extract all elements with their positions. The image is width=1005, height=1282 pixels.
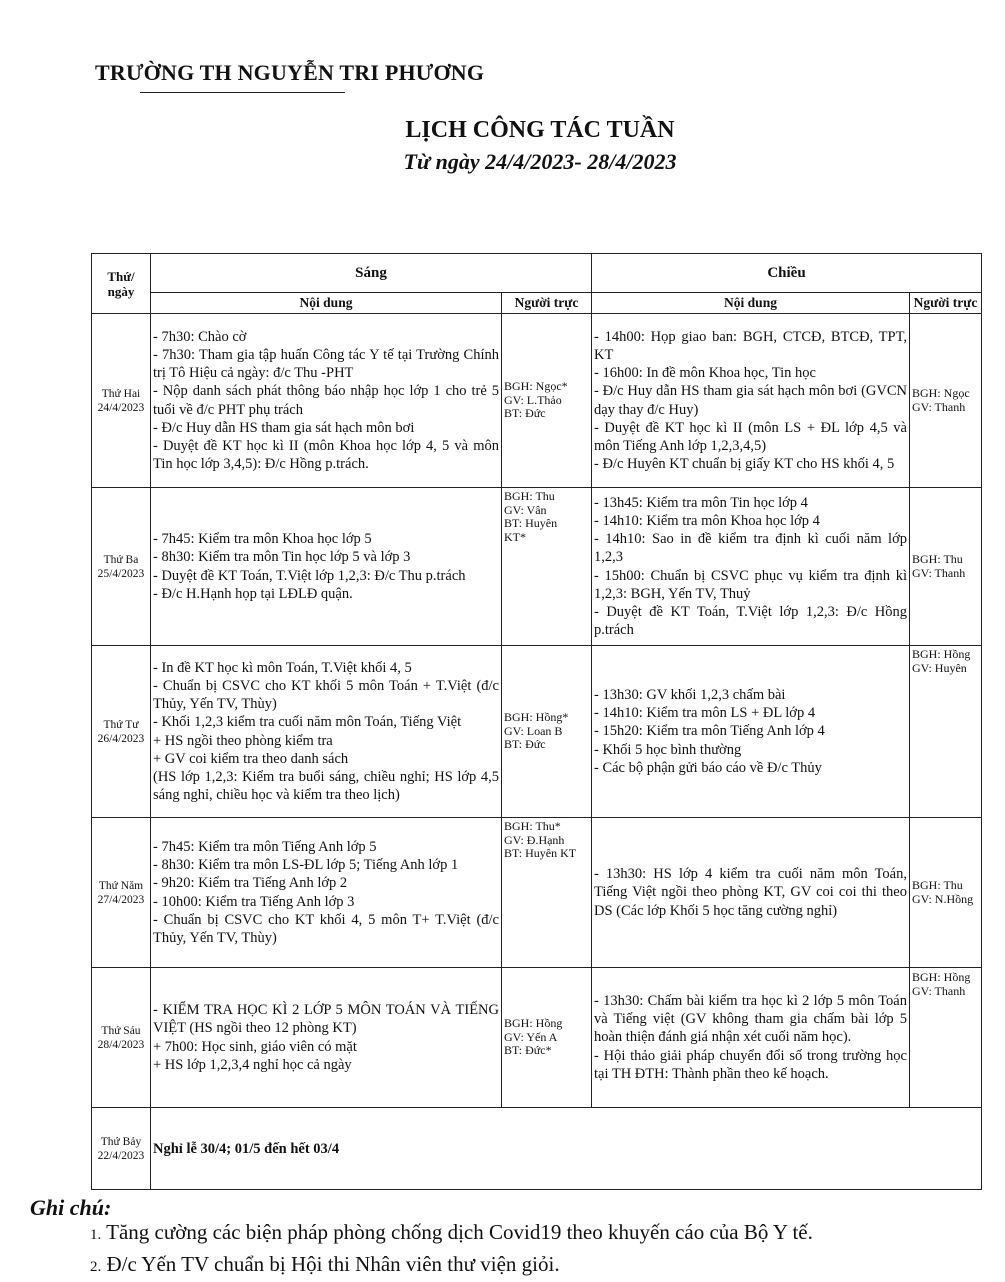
list-item: - 14h10: Kiểm tra môn LS + ĐL lớp 4 bbox=[594, 705, 816, 722]
list-item: (HS lớp 1,2,3: Kiểm tra buổi sáng, chiều nghỉ; HS lớp 4,5 sáng nghỉ, chiều học và kiểm tra theo lịch) bbox=[153, 768, 499, 804]
list-item: + 7h00: Học sinh, giáo viên có mặt bbox=[153, 1038, 357, 1055]
notes-title: Ghi chú: bbox=[30, 1195, 112, 1220]
note-item bbox=[90, 1218, 813, 1250]
morning-content bbox=[151, 488, 502, 646]
day-name: Thứ Ba bbox=[103, 553, 139, 566]
header-morning: Sáng bbox=[151, 254, 592, 293]
day-date: 28/4/2023 bbox=[97, 1038, 145, 1051]
list-item: - 7h45: Kiểm tra môn Khoa học lớp 5 bbox=[153, 531, 372, 548]
list-item: - Nộp danh sách phát thông báo nhập học lớp 1 cho trẻ 5 tuổi về đ/c PHT phụ trách bbox=[153, 383, 499, 418]
list-item: - 13h30: HS lớp 4 kiểm tra cuối năm môn Toán, Tiếng Việt ngồi theo phòng KT, GV coi coi thi theo DS (Các lớp Khối 5 học tăng cường nghỉ) bbox=[594, 866, 907, 919]
table-row bbox=[92, 1108, 982, 1190]
list-item: - 13h30: Chấm bài kiểm tra học kì 2 lớp 5 môn Toán và Tiếng việt (GV không tham gia chấm bài lớp 5 hoàn thiện đánh giá nhận xét cuối năm học). bbox=[594, 992, 907, 1046]
duty-person: GV: Loan B bbox=[504, 723, 563, 738]
note-number: 1. bbox=[90, 1227, 102, 1243]
duty-person: BGH: Ngọc* bbox=[504, 379, 568, 394]
duty-person: BGH: Hồng* bbox=[504, 710, 569, 725]
list-item: - 7h30: Chào cờ bbox=[153, 328, 247, 345]
duty-person: GV: N.Hồng bbox=[912, 891, 974, 906]
header-afternoon-content: Nội dung bbox=[592, 293, 910, 314]
list-item: - 13h30: GV khối 1,2,3 chấm bài bbox=[594, 686, 786, 703]
date-range: Từ ngày 24/4/2023- 28/4/2023 bbox=[403, 149, 677, 174]
list-item: - Duyệt đề KT học kì II (môn LS + ĐL lớp 4,5 và môn Tiếng Anh lớp 1,2,3,4,5) bbox=[594, 419, 907, 454]
day-name: Thứ Tư bbox=[103, 718, 139, 731]
list-item: - Chuẩn bị CSVC cho KT khối 4, 5 môn T+ T.Việt (đ/c Thủy, Yến TV, Thùy) bbox=[153, 911, 499, 946]
day-cell bbox=[92, 646, 151, 818]
list-item: - Khối 5 học bình thường bbox=[594, 741, 742, 758]
list-item: - In đề KT học kì môn Toán, T.Việt khối 4, 5 bbox=[153, 659, 412, 676]
list-item: - KIỂM TRA HỌC KÌ 2 LỚP 5 MÔN TOÁN VÀ TIẾNG VIỆT (HS ngồi theo 12 phòng KT) bbox=[153, 1002, 499, 1037]
duty-person: BGH: Thu bbox=[912, 552, 963, 566]
duty-person: GV: Thanh bbox=[912, 565, 966, 580]
morning-duty bbox=[502, 968, 592, 1108]
header-afternoon: Chiều bbox=[592, 254, 982, 293]
day-name: Thứ Hai bbox=[101, 387, 141, 400]
afternoon-duty bbox=[910, 314, 982, 488]
header-day: Thứ/ ngày bbox=[92, 254, 151, 314]
day-cell bbox=[92, 1108, 151, 1190]
duty-person: BGH: Thu* bbox=[504, 819, 561, 833]
duty-person: BGH: Thu bbox=[912, 878, 963, 892]
note-item bbox=[90, 1250, 813, 1282]
note-text: Tăng cường các biện pháp phòng chống dịch Covid19 theo khuyến cáo của Bộ Y tế. bbox=[106, 1220, 813, 1244]
table-row bbox=[92, 488, 982, 646]
list-item: - Đ/c Huyên KT chuẩn bị giấy KT cho HS khối 4, 5 bbox=[594, 456, 895, 473]
day-cell bbox=[92, 488, 151, 646]
list-item: + HS lớp 1,2,3,4 nghỉ học cả ngày bbox=[153, 1056, 352, 1073]
duty-person: BGH: Thu bbox=[504, 489, 555, 503]
list-item: - 14h10: Sao in đề kiểm tra định kì cuối năm lớp 1,2,3 bbox=[594, 531, 907, 566]
duty-person: BGH: Hồng bbox=[912, 970, 971, 984]
duty-person: BT: Huyên KT bbox=[504, 846, 577, 860]
list-item: - Các bộ phận gửi báo cáo về Đ/c Thủy bbox=[594, 759, 822, 776]
list-item: - 14h10: Kiểm tra môn Khoa học lớp 4 bbox=[594, 512, 820, 529]
table-row bbox=[92, 314, 982, 488]
afternoon-content bbox=[592, 488, 910, 646]
day-name: Thứ Sáu bbox=[101, 1024, 141, 1037]
morning-duty bbox=[502, 488, 592, 646]
morning-duty bbox=[502, 646, 592, 818]
list-item: - Duyệt đề KT Toán, T.Việt lớp 1,2,3: Đ/c Thu p.trách bbox=[153, 567, 466, 584]
duty-person: BT: Đức bbox=[504, 737, 546, 752]
duty-person: GV: Thanh bbox=[912, 399, 966, 414]
morning-content bbox=[151, 314, 502, 488]
duty-person: GV: Vân bbox=[504, 502, 547, 517]
list-item: - 16h00: In đề môn Khoa học, Tin học bbox=[594, 365, 816, 382]
afternoon-duty bbox=[910, 646, 982, 818]
duty-person: BT: Đức* bbox=[504, 1043, 552, 1058]
list-item: - 9h20: Kiểm tra Tiếng Anh lớp 2 bbox=[153, 875, 348, 892]
list-item: - 8h30: Kiểm tra môn Tin học lớp 5 và lớp 3 bbox=[153, 549, 411, 566]
note-text: Đ/c Yến TV chuẩn bị Hội thi Nhân viên thư viện giỏi. bbox=[106, 1252, 560, 1276]
list-item: - 15h20: Kiểm tra môn Tiếng Anh lớp 4 bbox=[594, 723, 825, 740]
afternoon-duty bbox=[910, 488, 982, 646]
morning-content bbox=[151, 818, 502, 968]
afternoon-duty bbox=[910, 968, 982, 1108]
day-name: Thứ Bảy bbox=[100, 1135, 142, 1148]
holiday-note: Nghỉ lễ 30/4; 01/5 đến hết 03/4 bbox=[151, 1108, 982, 1190]
list-item: - 13h45: Kiểm tra môn Tin học lớp 4 bbox=[594, 494, 808, 511]
header-morning-duty: Người trực bbox=[502, 293, 592, 314]
day-date: 27/4/2023 bbox=[97, 893, 145, 906]
duty-person: GV: Yến A bbox=[504, 1029, 558, 1044]
day-cell bbox=[92, 314, 151, 488]
duty-person: BGH: Hồng bbox=[912, 647, 971, 661]
table-row bbox=[92, 968, 982, 1108]
list-item: - Đ/c H.Hạnh họp tại LĐLĐ quận. bbox=[153, 585, 353, 602]
list-item: - 8h30: Kiểm tra môn LS-ĐL lớp 5; Tiếng Anh lớp 1 bbox=[153, 857, 459, 874]
notes-list bbox=[90, 1218, 813, 1282]
duty-person: KT* bbox=[504, 529, 526, 544]
day-cell bbox=[92, 818, 151, 968]
duty-person: GV: Đ.Hạnh bbox=[504, 832, 565, 847]
school-underline bbox=[140, 92, 345, 93]
day-name: Thứ Năm bbox=[98, 879, 144, 892]
morning-content bbox=[151, 646, 502, 818]
duty-person: BGH: Ngọc bbox=[912, 386, 970, 400]
list-item: - 7h45: Kiểm tra môn Tiếng Anh lớp 5 bbox=[153, 838, 377, 855]
day-date: 22/4/2023 bbox=[97, 1149, 145, 1162]
duty-person: GV: Thanh bbox=[912, 983, 966, 998]
day-date: 25/4/2023 bbox=[97, 567, 145, 580]
list-item: - Duyệt đề KT học kì II (môn Khoa học lớp 4, 5 và môn Tin học lớp 3,4,5): Đ/c Hồng p.trách. bbox=[153, 437, 499, 473]
list-item: - Duyệt đề KT Toán, T.Việt lớp 1,2,3: Đ/c Hồng p.trách bbox=[594, 603, 907, 639]
list-item: - Đ/c Huy dẫn HS tham gia sát hạch môn bơi bbox=[153, 419, 415, 436]
duty-person: BT: Đức bbox=[504, 406, 546, 421]
note-number: 2. bbox=[90, 1259, 102, 1275]
duty-person: BGH: Hồng bbox=[504, 1016, 563, 1031]
list-item: - 10h00: Kiểm tra Tiếng Anh lớp 3 bbox=[153, 893, 355, 910]
day-date: 24/4/2023 bbox=[97, 401, 145, 414]
list-item: + GV coi kiểm tra theo danh sách bbox=[153, 750, 349, 767]
afternoon-content bbox=[592, 314, 910, 488]
header-morning-content: Nội dung bbox=[151, 293, 502, 314]
list-item: - 7h30: Tham gia tập huấn Công tác Y tế tại Trường Chính trị Tô Hiệu cả ngày: đ/c Thu -PHT bbox=[153, 346, 499, 382]
day-cell bbox=[92, 968, 151, 1108]
duty-person: GV: Huyên bbox=[912, 660, 967, 675]
afternoon-duty bbox=[910, 818, 982, 968]
afternoon-content bbox=[592, 968, 910, 1108]
table-row bbox=[92, 646, 982, 818]
table-row bbox=[92, 818, 982, 968]
school-name: TRƯỜNG TH NGUYỄN TRI PHƯƠNG bbox=[95, 60, 485, 85]
list-item: - 14h00: Họp giao ban: BGH, CTCĐ, BTCĐ, TPT, KT bbox=[594, 328, 907, 363]
list-item: + HS ngồi theo phòng kiểm tra bbox=[153, 732, 333, 749]
morning-duty bbox=[502, 818, 592, 968]
header-afternoon-duty: Người trực bbox=[910, 293, 982, 314]
list-item: - Khối 1,2,3 kiểm tra cuối năm môn Toán, Tiếng Việt bbox=[153, 714, 462, 731]
morning-content bbox=[151, 968, 502, 1108]
page-title: LỊCH CÔNG TÁC TUẦN bbox=[405, 117, 675, 143]
afternoon-content bbox=[592, 646, 910, 818]
schedule-table bbox=[91, 253, 982, 1190]
list-item: - Chuẩn bị CSVC cho KT khối 5 môn Toán + T.Việt (đ/c Thủy, Yến TV, Thùy) bbox=[153, 677, 499, 713]
duty-person: BT: Huyên bbox=[504, 516, 558, 530]
afternoon-content bbox=[592, 818, 910, 968]
list-item: - Hội thảo giải pháp chuyển đổi số trong trường học tại TH ĐTH: Thành phần theo kế hoạch. bbox=[594, 1047, 907, 1082]
list-item: - 15h00: Chuẩn bị CSVC phục vụ kiểm tra định kì 1,2,3: BGH, Yến TV, Thuỷ bbox=[594, 567, 907, 602]
day-date: 26/4/2023 bbox=[97, 732, 145, 745]
morning-duty bbox=[502, 314, 592, 488]
list-item: - Đ/c Huy dẫn HS tham gia sát hạch môn bơi (GVCN dạy thay đ/c Huy) bbox=[594, 383, 907, 418]
duty-person: GV: L.Thảo bbox=[504, 392, 562, 407]
